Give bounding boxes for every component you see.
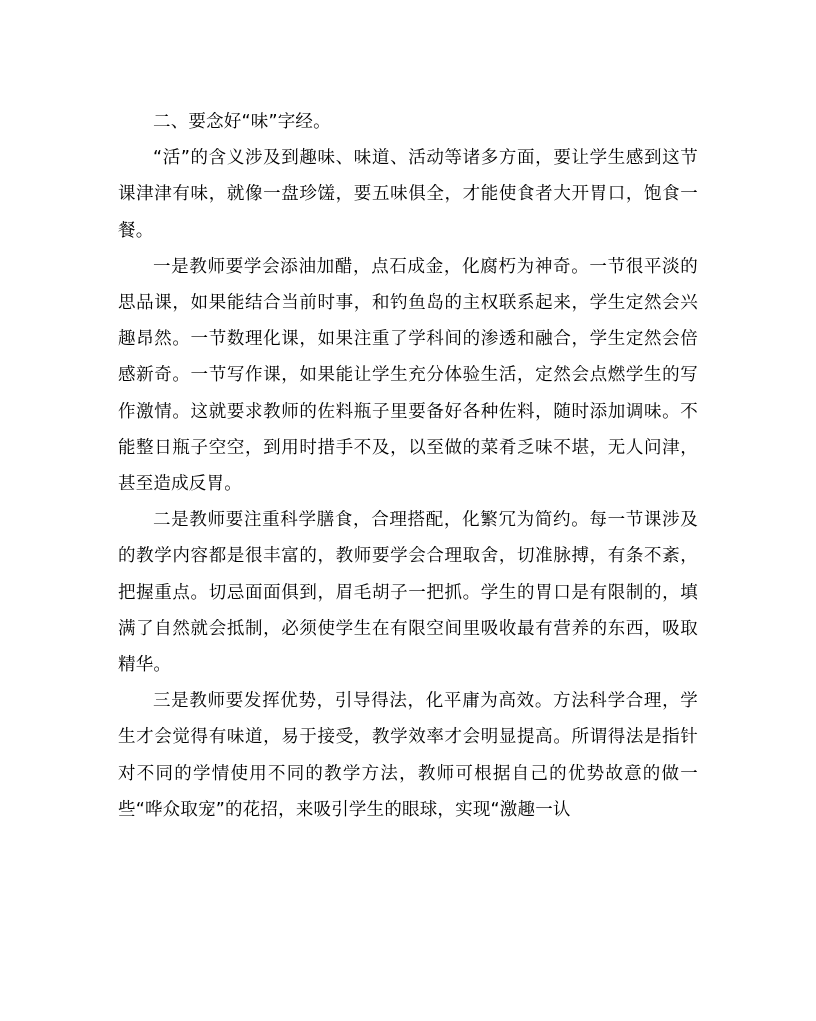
section-heading: 二、要念好“味”字经。 [153, 112, 331, 132]
paragraph-point-one: 一是教师要学会添油加醋，点石成金，化腐朽为神奇。一节很平淡的思品课，如果能结合当前时事，和钓鱼岛的主权联系起来，学生定然会兴趣昂然。一节数理化课，如果注重了学科间的渗透和融合，学生定然会倍感新奇。一节写作课，如果能让学生充分体验生活，定然会点燃学生的写作激情。这就要求教师的佐料瓶子里要备好各种佐料，随时添加调味。不能整日瓶子空空，到用时措手不及，以至做的菜肴乏味不堪，无人问津，甚至造成反胃。 [118, 256, 698, 495]
paragraph-point-three: 三是教师要发挥优势，引导得法，化平庸为高效。方法科学合理，学生才会觉得有味道，易于接受，教学效率才会明显提高。所谓得法是指针对不同的学情使用不同的教学方法，教师可根据自己的优势故意的做一些“哗众取宠”的花招，来吸引学生的眼球，实现“激趣一认 [118, 691, 698, 820]
paragraph-intro: “活”的含义涉及到趣味、味道、活动等诸多方面，要让学生感到这节课津津有味，就像一盘珍馐，要五味俱全，才能使食者大开胃口，饱食一餐。 [118, 148, 698, 241]
document-body [118, 104, 698, 828]
paragraph-point-two: 二是教师要注重科学膳食，合理搭配，化繁冗为简约。每一节课涉及的教学内容都是很丰富的，教师要学会合理取舍，切准脉搏，有条不紊，把握重点。切忌面面俱到，眉毛胡子一把抓。学生的胃口是有限制的，填满了自然就会抵制，必须使学生在有限空间里吸收最有营养的东西，吸取精华。 [118, 510, 698, 676]
